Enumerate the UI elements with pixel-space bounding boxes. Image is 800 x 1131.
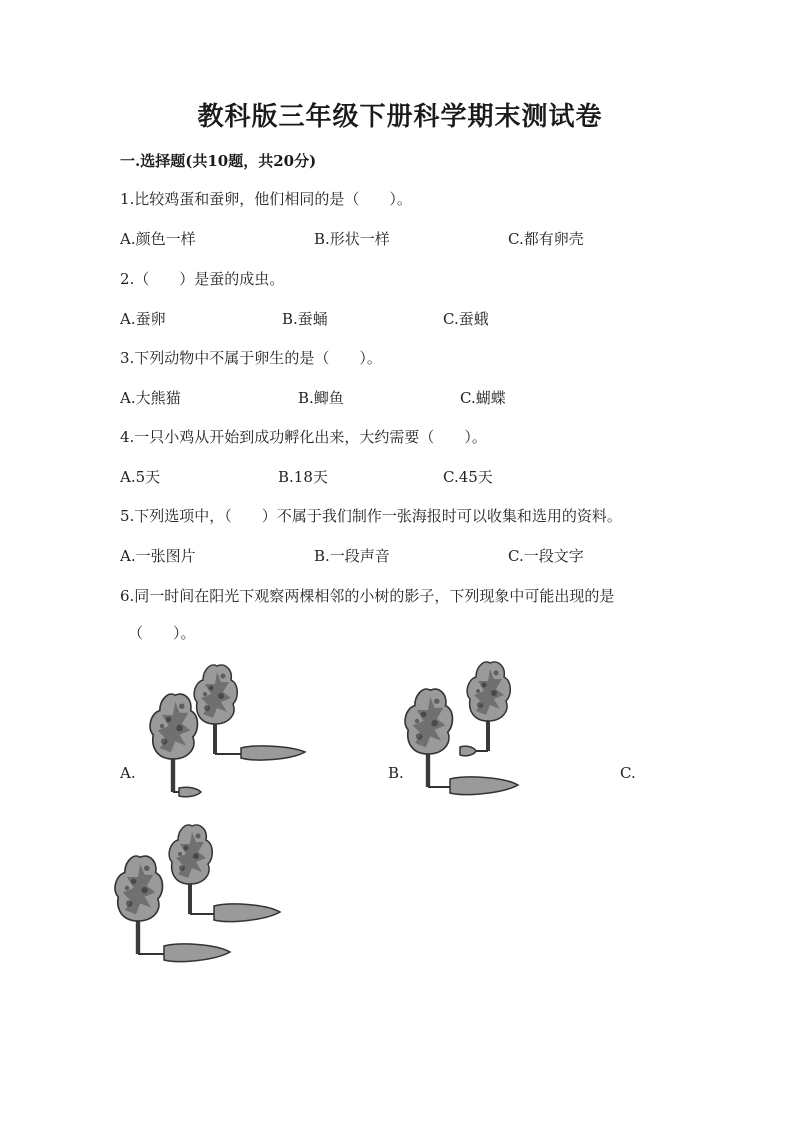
question-3-stem: 3.下列动物中不属于卵生的是（ ）。: [120, 349, 382, 367]
question-2-option-b[interactable]: B.蚕蛹: [282, 310, 328, 328]
question-3-option-b[interactable]: B.鲫鱼: [298, 389, 344, 407]
question-6-stem-continued: （ ）。: [128, 624, 196, 642]
question-3-option-a[interactable]: A.大熊猫: [120, 389, 181, 407]
question-4-option-b[interactable]: B.18天: [278, 468, 328, 486]
question-1-option-c[interactable]: C.都有卵壳: [508, 230, 584, 248]
question-5-option-b[interactable]: B.一段声音: [314, 547, 390, 565]
question-1-option-b[interactable]: B.形状一样: [314, 230, 390, 248]
figure-b-trees-shadows: [400, 675, 530, 810]
question-3-option-c[interactable]: C.蝴蝶: [460, 389, 506, 407]
question-4-option-a[interactable]: A.5天: [120, 468, 161, 486]
question-5-option-a[interactable]: A.一张图片: [120, 547, 196, 565]
question-6-option-c[interactable]: C.: [620, 764, 636, 782]
question-1-stem: 1.比较鸡蛋和蚕卵，他们相同的是（ ）。: [120, 190, 412, 208]
question-6-option-a[interactable]: A.: [120, 764, 136, 782]
question-6-option-b[interactable]: B.: [388, 764, 404, 782]
question-2-stem: 2.（ ）是蚕的成虫。: [120, 270, 285, 288]
question-2-option-c[interactable]: C.蚕蛾: [443, 310, 489, 328]
question-4-option-c[interactable]: C.45天: [443, 468, 493, 486]
question-2-option-a[interactable]: A.蚕卵: [120, 310, 166, 328]
question-5-option-c[interactable]: C.一段文字: [508, 547, 584, 565]
figure-a-trees-shadows: [135, 680, 315, 810]
question-4-stem: 4.一只小鸡从开始到成功孵化出来，大约需要（ ）。: [120, 428, 487, 446]
page-title: 教科版三年级下册科学期末测试卷: [197, 102, 603, 132]
section-heading: 一.选择题(共10题，共20分): [120, 152, 317, 170]
question-1-option-a[interactable]: A.颜色一样: [120, 230, 196, 248]
question-5-stem: 5.下列选项中，（ ）不属于我们制作一张海报时可以收集和选用的资料。: [120, 507, 622, 525]
question-6-stem: 6.同一时间在阳光下观察两棵相邻的小树的影子，下列现象中可能出现的是: [120, 587, 615, 605]
figure-c-trees-shadows: [120, 820, 290, 970]
